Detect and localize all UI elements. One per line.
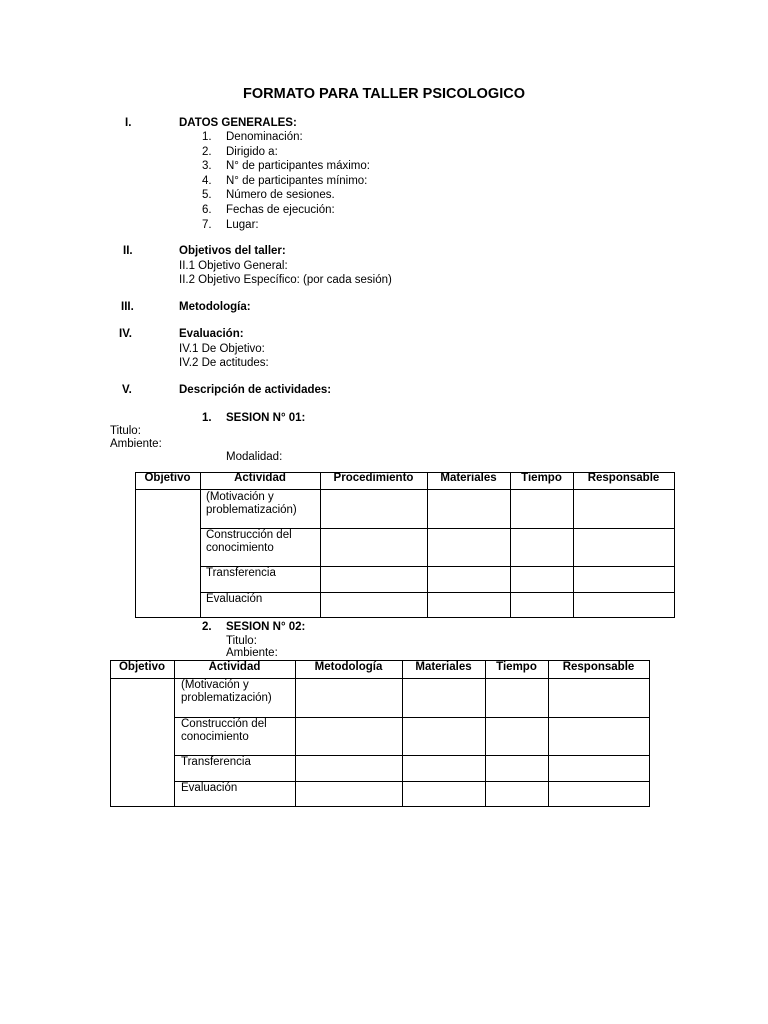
column-header: Tiempo <box>496 661 537 673</box>
evaluacion-item: IV.1 De Objetivo: <box>179 343 265 355</box>
session-titulo: Titulo: <box>110 425 141 437</box>
activity-cell: (Motivación y <box>206 491 274 503</box>
list-number: 2. <box>202 146 212 158</box>
table-border <box>402 660 403 807</box>
table-border <box>135 489 675 490</box>
session-heading: SESION N° 01: <box>226 412 306 424</box>
section-numeral: V. <box>122 384 132 396</box>
session-modalidad: Modalidad: <box>226 451 283 463</box>
list-number: 4. <box>202 175 212 187</box>
list-item: Número de sesiones. <box>226 189 335 201</box>
table-border <box>649 660 650 807</box>
list-number: 6. <box>202 204 212 216</box>
column-header: Tiempo <box>521 472 562 484</box>
list-number: 7. <box>202 219 212 231</box>
table-border <box>110 660 111 807</box>
section-heading: DATOS GENERALES: <box>179 117 297 129</box>
section-numeral: III. <box>121 301 134 313</box>
column-header: Objetivo <box>118 661 165 673</box>
column-header: Procedimiento <box>333 472 414 484</box>
table-border <box>200 472 201 618</box>
table-border <box>135 472 136 618</box>
section-numeral: I. <box>125 117 132 129</box>
activity-cell: Evaluación <box>181 782 238 794</box>
table-border <box>320 472 321 618</box>
column-header: Objetivo <box>144 472 191 484</box>
table-border <box>135 617 675 618</box>
table-border <box>573 472 574 618</box>
activity-cell: Transferencia <box>206 567 276 579</box>
column-header: Responsable <box>587 472 660 484</box>
list-item: Dirigido a: <box>226 146 278 158</box>
column-header: Responsable <box>562 661 635 673</box>
activity-cell: (Motivación y <box>181 679 249 691</box>
column-header: Actividad <box>208 661 261 673</box>
session-number: 2. <box>202 621 212 633</box>
list-item: Denominación: <box>226 131 303 143</box>
session-number: 1. <box>202 412 212 424</box>
session-titulo: Titulo: <box>226 635 257 647</box>
session-ambiente: Ambiente: <box>110 438 162 450</box>
table-border <box>510 472 511 618</box>
table-border <box>674 472 675 618</box>
session-heading: SESION N° 02: <box>226 621 306 633</box>
column-header: Actividad <box>234 472 286 484</box>
list-number: 5. <box>202 189 212 201</box>
list-item: N° de participantes mínimo: <box>226 175 368 187</box>
table-border <box>174 781 650 782</box>
table-border <box>485 660 486 807</box>
column-header: Materiales <box>415 661 472 673</box>
list-number: 1. <box>202 131 212 143</box>
list-item: Lugar: <box>226 219 259 231</box>
section-heading: Evaluación: <box>179 328 244 340</box>
activity-cell: conocimiento <box>181 731 249 743</box>
list-number: 3. <box>202 160 212 172</box>
activity-cell: Evaluación <box>206 593 263 605</box>
table-border <box>548 660 549 807</box>
activity-cell: problematización) <box>181 692 272 704</box>
activity-cell: Transferencia <box>181 756 251 768</box>
list-item: N° de participantes máximo: <box>226 160 370 172</box>
table-border <box>295 660 296 807</box>
section-heading: Objetivos del taller: <box>179 245 286 257</box>
column-header: Metodología <box>314 661 383 673</box>
section-numeral: II. <box>123 245 133 257</box>
objetivo-item: II.1 Objetivo General: <box>179 260 288 272</box>
objetivo-item: II.2 Objetivo Específico: (por cada sesión) <box>179 274 392 286</box>
section-heading: Descripción de actividades: <box>179 384 332 396</box>
activity-cell: Construcción del <box>206 529 292 541</box>
column-header: Materiales <box>440 472 497 484</box>
section-numeral: IV. <box>119 328 133 340</box>
table-border <box>110 806 650 807</box>
table-border <box>200 592 675 593</box>
session-ambiente: Ambiente: <box>226 647 278 659</box>
evaluacion-item: IV.2 De actitudes: <box>179 357 269 369</box>
activity-cell: problematización) <box>206 504 297 516</box>
list-item: Fechas de ejecución: <box>226 204 335 216</box>
activity-cell: Construcción del <box>181 718 267 730</box>
document-title: FORMATO PARA TALLER PSICOLOGICO <box>243 86 525 102</box>
table-border <box>427 472 428 618</box>
table-border <box>174 660 175 807</box>
section-heading: Metodología: <box>179 301 251 313</box>
activity-cell: conocimiento <box>206 542 274 554</box>
